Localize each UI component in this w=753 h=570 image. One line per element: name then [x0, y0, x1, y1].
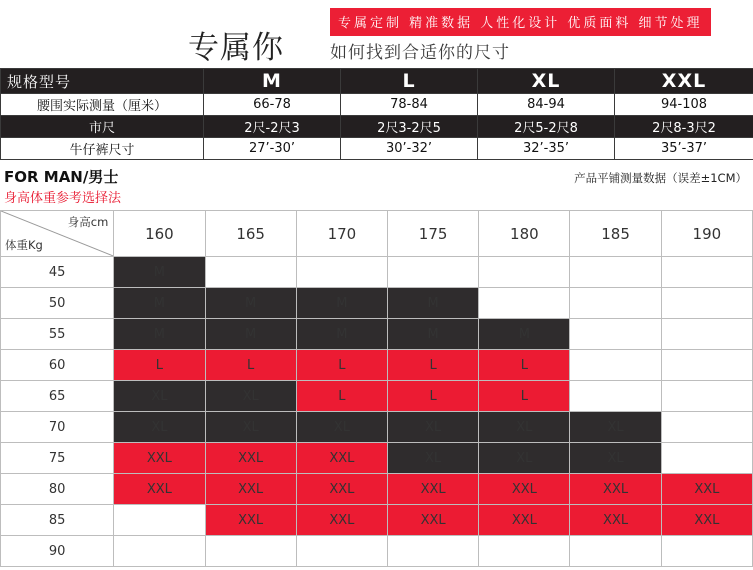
matrix-cell-50-165: M [205, 288, 296, 319]
matrix-cell-90-175 [388, 536, 479, 567]
matrix-height-180: 180 [479, 211, 570, 257]
cell-waist-l: 78-84 [341, 94, 478, 116]
matrix-header-row [1, 211, 753, 257]
matrix-row [1, 350, 753, 381]
brand-title: 专属你 [188, 30, 284, 66]
matrix-cell-75-185: XL [570, 443, 661, 474]
matrix-cell-90-160 [114, 536, 205, 567]
matrix-cell-90-170 [296, 536, 387, 567]
matrix-weight-80: 80 [1, 474, 114, 505]
cell-jeans-xxl: 35’-37’ [615, 138, 753, 160]
matrix-cell-45-175 [388, 257, 479, 288]
matrix-cell-85-175: XXL [388, 505, 479, 536]
header-subtitle: 如何找到合适你的尺寸 [330, 43, 510, 63]
matrix-cell-45-190 [661, 257, 752, 288]
size-column-m: M [204, 69, 341, 94]
matrix-weight-60: 60 [1, 350, 114, 381]
cell-shichi-m: 2尺-2尺3 [204, 116, 341, 138]
matrix-cell-50-170: M [296, 288, 387, 319]
matrix-height-185: 185 [570, 211, 661, 257]
matrix-row [1, 412, 753, 443]
matrix-cell-45-160: M [114, 257, 205, 288]
cell-waist-xl: 84-94 [478, 94, 615, 116]
matrix-cell-55-185 [570, 319, 661, 350]
row-label-shichi: 市尺 [1, 116, 204, 138]
matrix-cell-65-165: XL [205, 381, 296, 412]
table-row [1, 94, 753, 116]
size-spec-header-row [1, 69, 753, 94]
matrix-cell-90-180 [479, 536, 570, 567]
matrix-cell-80-180: XXL [479, 474, 570, 505]
matrix-row [1, 536, 753, 567]
size-spec-table [0, 68, 753, 160]
matrix-cell-60-180: L [479, 350, 570, 381]
matrix-cell-60-170: L [296, 350, 387, 381]
matrix-cell-85-160 [114, 505, 205, 536]
matrix-cell-45-185 [570, 257, 661, 288]
cell-shichi-xl: 2尺5-2尺8 [478, 116, 615, 138]
matrix-cell-75-190 [661, 443, 752, 474]
cell-waist-m: 66-78 [204, 94, 341, 116]
matrix-height-160: 160 [114, 211, 205, 257]
matrix-cell-65-180: L [479, 381, 570, 412]
size-column-l: L [341, 69, 478, 94]
matrix-cell-45-165 [205, 257, 296, 288]
matrix-weight-45: 45 [1, 257, 114, 288]
matrix-row [1, 257, 753, 288]
matrix-weight-85: 85 [1, 505, 114, 536]
row-label-waist: 腰围实际测量（厘米） [1, 94, 204, 116]
cell-jeans-l: 30’-32’ [341, 138, 478, 160]
matrix-cell-60-185 [570, 350, 661, 381]
matrix-row [1, 443, 753, 474]
matrix-cell-70-185: XL [570, 412, 661, 443]
matrix-cell-65-170: L [296, 381, 387, 412]
matrix-cell-90-190 [661, 536, 752, 567]
cell-jeans-m: 27’-30’ [204, 138, 341, 160]
matrix-row [1, 288, 753, 319]
table-row [1, 116, 753, 138]
matrix-cell-90-185 [570, 536, 661, 567]
matrix-cell-50-175: M [388, 288, 479, 319]
matrix-cell-50-180 [479, 288, 570, 319]
matrix-cell-45-170 [296, 257, 387, 288]
matrix-cell-65-190 [661, 381, 752, 412]
matrix-cell-70-175: XL [388, 412, 479, 443]
matrix-row [1, 505, 753, 536]
cell-jeans-xl: 32’-35’ [478, 138, 615, 160]
matrix-cell-85-170: XXL [296, 505, 387, 536]
matrix-cell-65-160: XL [114, 381, 205, 412]
matrix-cell-65-175: L [388, 381, 479, 412]
axis-label-height: 身高cm [67, 215, 109, 229]
matrix-cell-85-165: XXL [205, 505, 296, 536]
matrix-cell-55-165: M [205, 319, 296, 350]
matrix-height-190: 190 [661, 211, 752, 257]
matrix-cell-55-190 [661, 319, 752, 350]
matrix-cell-75-170: XXL [296, 443, 387, 474]
matrix-row [1, 381, 753, 412]
matrix-cell-80-185: XXL [570, 474, 661, 505]
matrix-cell-70-165: XL [205, 412, 296, 443]
matrix-cell-80-175: XXL [388, 474, 479, 505]
cell-waist-xxl: 94-108 [615, 94, 753, 116]
matrix-cell-60-165: L [205, 350, 296, 381]
matrix-cell-50-160: M [114, 288, 205, 319]
matrix-height-165: 165 [205, 211, 296, 257]
mid-notes [0, 160, 753, 210]
matrix-row [1, 474, 753, 505]
matrix-cell-85-180: XXL [479, 505, 570, 536]
matrix-cell-80-165: XXL [205, 474, 296, 505]
matrix-cell-70-170: XL [296, 412, 387, 443]
for-man-label: FOR MAN/男士 [4, 168, 119, 186]
matrix-cell-85-190: XXL [661, 505, 752, 536]
table-row [1, 138, 753, 160]
matrix-cell-90-165 [205, 536, 296, 567]
matrix-cell-55-175: M [388, 319, 479, 350]
matrix-cell-70-160: XL [114, 412, 205, 443]
matrix-height-170: 170 [296, 211, 387, 257]
matrix-cell-80-170: XXL [296, 474, 387, 505]
matrix-cell-75-180: XL [479, 443, 570, 474]
header [0, 0, 753, 68]
matrix-weight-55: 55 [1, 319, 114, 350]
matrix-height-175: 175 [388, 211, 479, 257]
size-column-xl: XL [478, 69, 615, 94]
matrix-cell-75-165: XXL [205, 443, 296, 474]
selection-method-note: 身高体重参考选择法 [4, 191, 122, 206]
matrix-cell-65-185 [570, 381, 661, 412]
matrix-cell-60-160: L [114, 350, 205, 381]
matrix-weight-90: 90 [1, 536, 114, 567]
tolerance-note: 产品平铺测量数据（误差±1CM） [574, 171, 747, 185]
matrix-cell-70-180: XL [479, 412, 570, 443]
matrix-cell-80-190: XXL [661, 474, 752, 505]
matrix-weight-50: 50 [1, 288, 114, 319]
matrix-weight-70: 70 [1, 412, 114, 443]
matrix-cell-55-180: M [479, 319, 570, 350]
row-label-jeans: 牛仔裤尺寸 [1, 138, 204, 160]
matrix-axis-corner [1, 211, 114, 257]
matrix-cell-50-185 [570, 288, 661, 319]
size-column-xxl: XXL [615, 69, 753, 94]
size-spec-header-label: 规格型号 [1, 69, 204, 94]
matrix-cell-75-175: XL [388, 443, 479, 474]
axis-label-weight: 体重Kg [5, 238, 43, 252]
matrix-row [1, 319, 753, 350]
height-weight-matrix [0, 210, 753, 567]
feature-banner: 专属定制 精准数据 人性化设计 优质面料 细节处理 [330, 8, 711, 36]
matrix-cell-60-190 [661, 350, 752, 381]
cell-shichi-xxl: 2尺8-3尺2 [615, 116, 753, 138]
matrix-cell-55-160: M [114, 319, 205, 350]
matrix-cell-80-160: XXL [114, 474, 205, 505]
cell-shichi-l: 2尺3-2尺5 [341, 116, 478, 138]
matrix-cell-85-185: XXL [570, 505, 661, 536]
matrix-cell-60-175: L [388, 350, 479, 381]
matrix-cell-45-180 [479, 257, 570, 288]
matrix-cell-75-160: XXL [114, 443, 205, 474]
matrix-cell-70-190 [661, 412, 752, 443]
matrix-weight-65: 65 [1, 381, 114, 412]
matrix-cell-50-190 [661, 288, 752, 319]
matrix-cell-55-170: M [296, 319, 387, 350]
matrix-weight-75: 75 [1, 443, 114, 474]
